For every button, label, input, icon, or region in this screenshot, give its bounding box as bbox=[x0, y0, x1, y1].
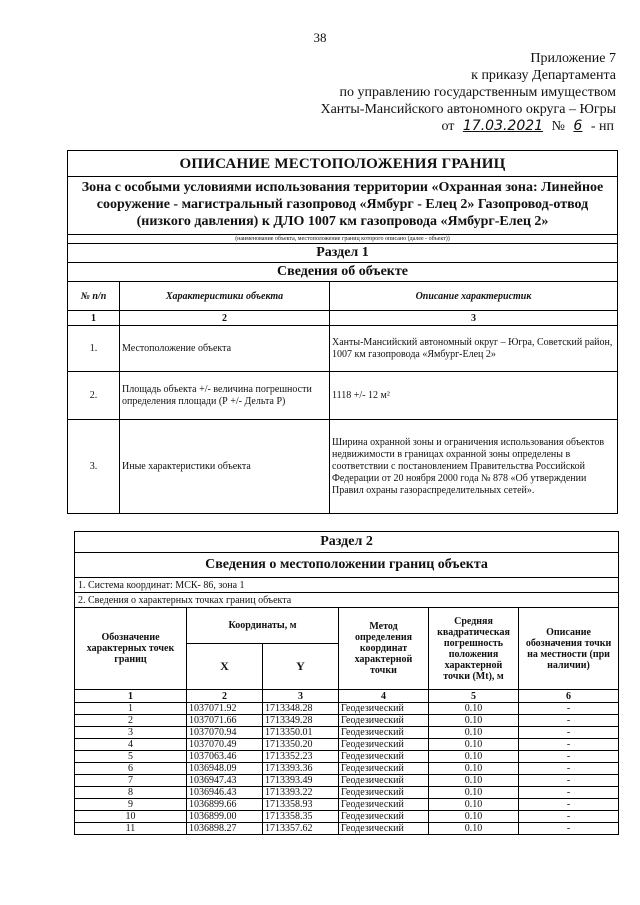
point-id: 6 bbox=[75, 763, 187, 775]
col-number: 6 bbox=[519, 690, 619, 703]
appendix-title: Приложение 7 bbox=[530, 51, 616, 66]
point-error: 0.10 bbox=[429, 787, 519, 799]
point-method: Геодезический bbox=[339, 751, 429, 763]
point-id: 5 bbox=[75, 751, 187, 763]
header-designation: Обозначение характерных точек границ bbox=[75, 608, 187, 690]
point-x: 1037071.66 bbox=[187, 715, 263, 727]
header-method: Метод определения координат характерной точки bbox=[339, 608, 429, 690]
table-row bbox=[75, 703, 619, 715]
header-x: X bbox=[187, 644, 263, 690]
coordinate-system: 1. Система координат: МСК- 86, зона 1 bbox=[75, 578, 619, 593]
point-description: - bbox=[519, 727, 619, 739]
point-x: 1037071.92 bbox=[187, 703, 263, 715]
section2-table bbox=[74, 531, 619, 835]
point-error: 0.10 bbox=[429, 751, 519, 763]
point-y: 1713349.28 bbox=[263, 715, 339, 727]
col-number: 5 bbox=[429, 690, 519, 703]
point-x: 1037070.94 bbox=[187, 727, 263, 739]
point-error: 0.10 bbox=[429, 775, 519, 787]
point-y: 1713358.93 bbox=[263, 799, 339, 811]
appendix-header bbox=[216, 50, 616, 135]
col-number: 3 bbox=[330, 311, 618, 326]
table-row bbox=[68, 420, 618, 514]
point-error: 0.10 bbox=[429, 763, 519, 775]
row-description: Ханты-Мансийский автономный округ – Югра, Советский район, 1007 км газопровода «Ямбург-Елец 2» bbox=[330, 326, 618, 372]
table-row bbox=[75, 763, 619, 775]
zone-title: Зона с особыми условиями использования территории «Охранная зона: Линейное сооружение - магистральный газопровод «Ямбург - Елец 2» Газопровод-отвод (низкого давления) к ДЛО 1007 км газопровода «Ямбург-Елец 2» bbox=[68, 177, 618, 235]
point-x: 1036899.00 bbox=[187, 811, 263, 823]
point-x: 1037063.46 bbox=[187, 751, 263, 763]
appendix-order-line: к приказу Департамента bbox=[471, 68, 616, 83]
table-row bbox=[75, 799, 619, 811]
row-number: 3. bbox=[68, 420, 120, 514]
table-row bbox=[75, 727, 619, 739]
point-description: - bbox=[519, 775, 619, 787]
point-id: 11 bbox=[75, 823, 187, 835]
point-x: 1036898.27 bbox=[187, 823, 263, 835]
point-method: Геодезический bbox=[339, 775, 429, 787]
point-id: 2 bbox=[75, 715, 187, 727]
col-number: 2 bbox=[187, 690, 263, 703]
appendix-date-line bbox=[216, 118, 616, 135]
point-id: 7 bbox=[75, 775, 187, 787]
section2-label: Раздел 2 bbox=[75, 532, 619, 553]
row-number: 1. bbox=[68, 326, 120, 372]
appendix-department-line: по управлению государственным имуществом bbox=[339, 85, 616, 100]
point-method: Геодезический bbox=[339, 703, 429, 715]
point-error: 0.10 bbox=[429, 739, 519, 751]
main-title: ОПИСАНИЕ МЕСТОПОЛОЖЕНИЯ ГРАНИЦ bbox=[68, 151, 618, 177]
point-y: 1713358.35 bbox=[263, 811, 339, 823]
point-method: Геодезический bbox=[339, 823, 429, 835]
row-description: 1118 +/- 12 м² bbox=[330, 372, 618, 420]
header-coordinates: Координаты, м bbox=[187, 608, 339, 644]
point-description: - bbox=[519, 703, 619, 715]
table-row bbox=[75, 715, 619, 727]
point-y: 1713357.62 bbox=[263, 823, 339, 835]
point-id: 1 bbox=[75, 703, 187, 715]
section1-heading: Сведения об объекте bbox=[68, 263, 618, 282]
point-method: Геодезический bbox=[339, 799, 429, 811]
point-description: - bbox=[519, 811, 619, 823]
point-id: 3 bbox=[75, 727, 187, 739]
point-y: 1713393.49 bbox=[263, 775, 339, 787]
page-number: 38 bbox=[313, 30, 327, 45]
number-prefix: № bbox=[551, 119, 565, 134]
point-method: Геодезический bbox=[339, 763, 429, 775]
header-characteristics: Характеристики объекта bbox=[120, 282, 330, 311]
point-error: 0.10 bbox=[429, 727, 519, 739]
date-value: 17.03.2021 bbox=[462, 118, 544, 134]
point-y: 1713352.23 bbox=[263, 751, 339, 763]
table-row bbox=[75, 775, 619, 787]
point-y: 1713393.36 bbox=[263, 763, 339, 775]
point-error: 0.10 bbox=[429, 823, 519, 835]
date-prefix: от bbox=[441, 119, 455, 134]
point-method: Геодезический bbox=[339, 727, 429, 739]
header-y: Y bbox=[263, 644, 339, 690]
col-number: 3 bbox=[263, 690, 339, 703]
section1-table bbox=[67, 150, 618, 514]
point-description: - bbox=[519, 739, 619, 751]
row-characteristic: Местоположение объекта bbox=[120, 326, 330, 372]
number-suffix: - нп bbox=[590, 119, 614, 134]
point-description: - bbox=[519, 799, 619, 811]
point-method: Геодезический bbox=[339, 811, 429, 823]
point-description: - bbox=[519, 751, 619, 763]
row-characteristic: Площадь объекта +/- величина погрешности определения площади (Р +/- Дельта Р) bbox=[120, 372, 330, 420]
column-numbers-row bbox=[75, 690, 619, 703]
point-id: 10 bbox=[75, 811, 187, 823]
point-y: 1713393.22 bbox=[263, 787, 339, 799]
point-x: 1037070.49 bbox=[187, 739, 263, 751]
point-x: 1036899.66 bbox=[187, 799, 263, 811]
section1-label: Раздел 1 bbox=[68, 244, 618, 263]
point-id: 9 bbox=[75, 799, 187, 811]
point-method: Геодезический bbox=[339, 715, 429, 727]
header-number: № п/п bbox=[68, 282, 120, 311]
table-row bbox=[68, 326, 618, 372]
point-method: Геодезический bbox=[339, 739, 429, 751]
table-row bbox=[75, 811, 619, 823]
appendix-region-line: Ханты-Мансийского автономного округа – Югры bbox=[320, 102, 616, 117]
table-row bbox=[75, 739, 619, 751]
point-method: Геодезический bbox=[339, 787, 429, 799]
point-error: 0.10 bbox=[429, 715, 519, 727]
col-number: 1 bbox=[68, 311, 120, 326]
point-error: 0.10 bbox=[429, 811, 519, 823]
row-description: Ширина охранной зоны и ограничения использования объектов недвижимости в границах охранной зоны определены в соответствии с постановлением Правительства Российской Федерации от 20 ноября 2000 года № 878 «Об утверждении Правил охраны газораспределительных сетей». bbox=[330, 420, 618, 514]
point-id: 4 bbox=[75, 739, 187, 751]
point-error: 0.10 bbox=[429, 703, 519, 715]
number-value: 6 bbox=[573, 118, 583, 134]
point-y: 1713348.28 bbox=[263, 703, 339, 715]
col-number: 1 bbox=[75, 690, 187, 703]
header-point-description: Описание обозначения точки на местности (при наличии) bbox=[519, 608, 619, 690]
header-error: Средняя квадратическая погрешность положения характерной точки (Mt), м bbox=[429, 608, 519, 690]
col-number: 2 bbox=[120, 311, 330, 326]
row-number: 2. bbox=[68, 372, 120, 420]
point-y: 1713350.20 bbox=[263, 739, 339, 751]
point-description: - bbox=[519, 787, 619, 799]
table-row bbox=[75, 823, 619, 835]
table-row bbox=[68, 372, 618, 420]
section2-heading: Сведения о местоположении границ объекта bbox=[75, 553, 619, 578]
point-x: 1036948.09 bbox=[187, 763, 263, 775]
col-number: 4 bbox=[339, 690, 429, 703]
point-y: 1713350.01 bbox=[263, 727, 339, 739]
point-description: - bbox=[519, 823, 619, 835]
point-x: 1036946.43 bbox=[187, 787, 263, 799]
header-description: Описание характеристик bbox=[330, 282, 618, 311]
table-row bbox=[75, 751, 619, 763]
point-id: 8 bbox=[75, 787, 187, 799]
point-description: - bbox=[519, 715, 619, 727]
object-caption: (наименование объекта, местоположение границ которого описано (далее - объект)) bbox=[68, 235, 618, 244]
points-info: 2. Сведения о характерных точках границ объекта bbox=[75, 593, 619, 608]
point-x: 1036947.43 bbox=[187, 775, 263, 787]
point-error: 0.10 bbox=[429, 799, 519, 811]
table-row bbox=[75, 787, 619, 799]
row-characteristic: Иные характеристики объекта bbox=[120, 420, 330, 514]
point-description: - bbox=[519, 763, 619, 775]
